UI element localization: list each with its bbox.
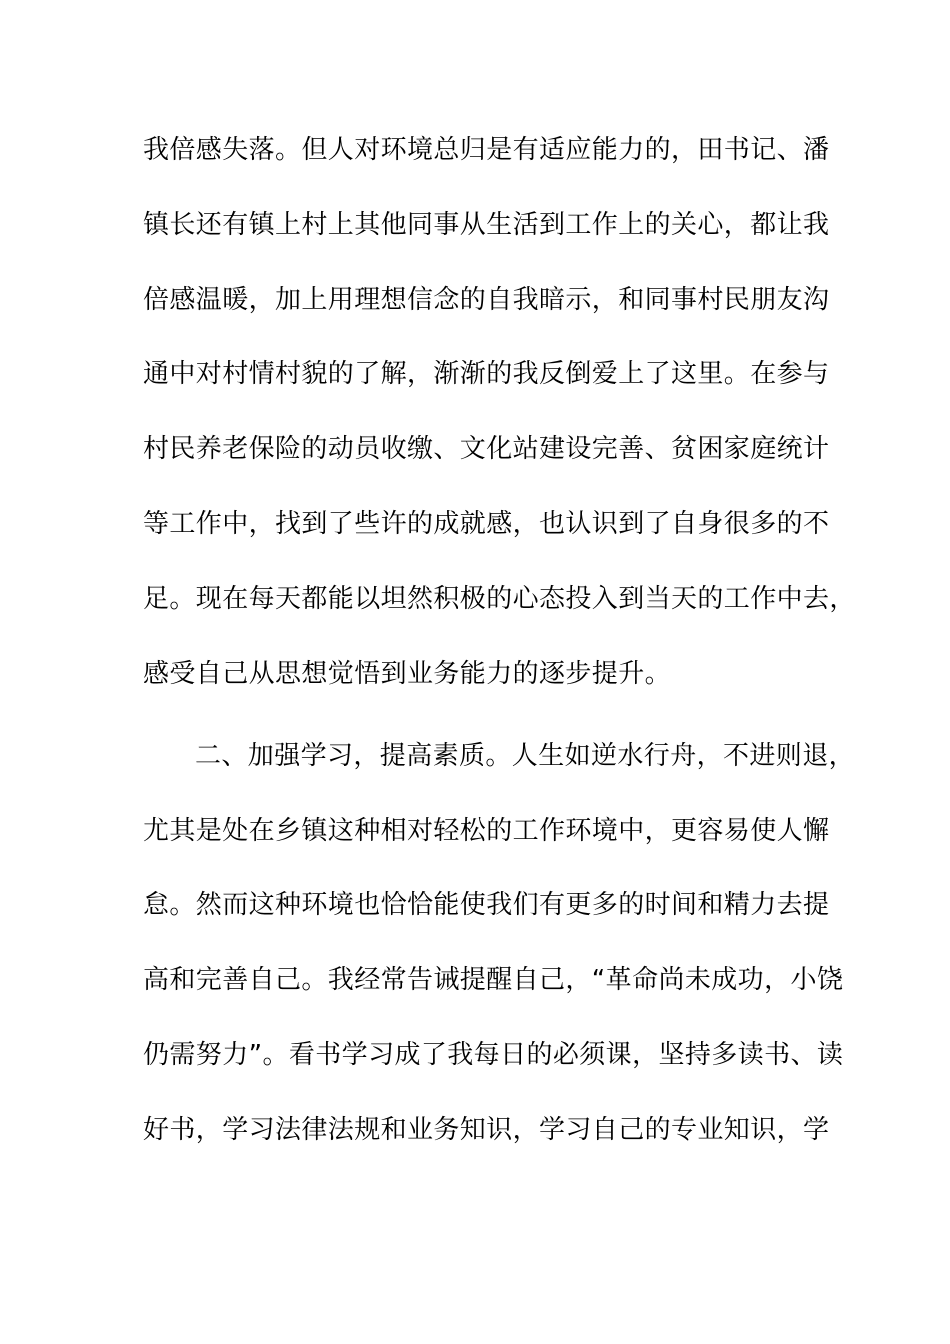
text-line: 村民养老保险的动员收缴、文化站建设完善、贫困家庭统计 <box>143 434 830 464</box>
text-line: 通中对村情村貌的了解，渐渐的我反倒爱上了这里。在参与 <box>143 359 830 389</box>
text-line: 仍需努力”。看书学习成了我每日的必须课，坚持多读书、读 <box>143 1040 844 1070</box>
text-line: 等工作中，找到了些许的成就感，也认识到了自身很多的不 <box>143 509 830 539</box>
text-line: 我倍感失落。但人对环境总归是有适应能力的，田书记、潘 <box>143 135 830 165</box>
text-line: 倍感温暖，加上用理想信念的自我暗示，和同事村民朋友沟 <box>143 285 830 315</box>
text-line: 镇长还有镇上村上其他同事从生活到工作上的关心，都让我 <box>143 210 830 240</box>
text-line: 高和完善自己。我经常告诫提醒自己，“革命尚未成功，小饶 <box>143 965 844 995</box>
text-line: 感受自己从思想觉悟到业务能力的逐步提升。 <box>143 659 672 689</box>
text-line: 好书，学习法律法规和业务知识，学习自己的专业知识，学 <box>143 1115 830 1145</box>
text-line: 怠。然而这种环境也恰恰能使我们有更多的时间和精力去提 <box>143 890 830 920</box>
text-line: 足。现在每天都能以坦然积极的心态投入到当天的工作中去， <box>143 584 856 614</box>
text-line: 尤其是处在乡镇这种相对轻松的工作环境中，更容易使人懈 <box>143 816 830 846</box>
text-line: 二、加强学习，提高素质。人生如逆水行舟，不进则退， <box>195 741 856 771</box>
